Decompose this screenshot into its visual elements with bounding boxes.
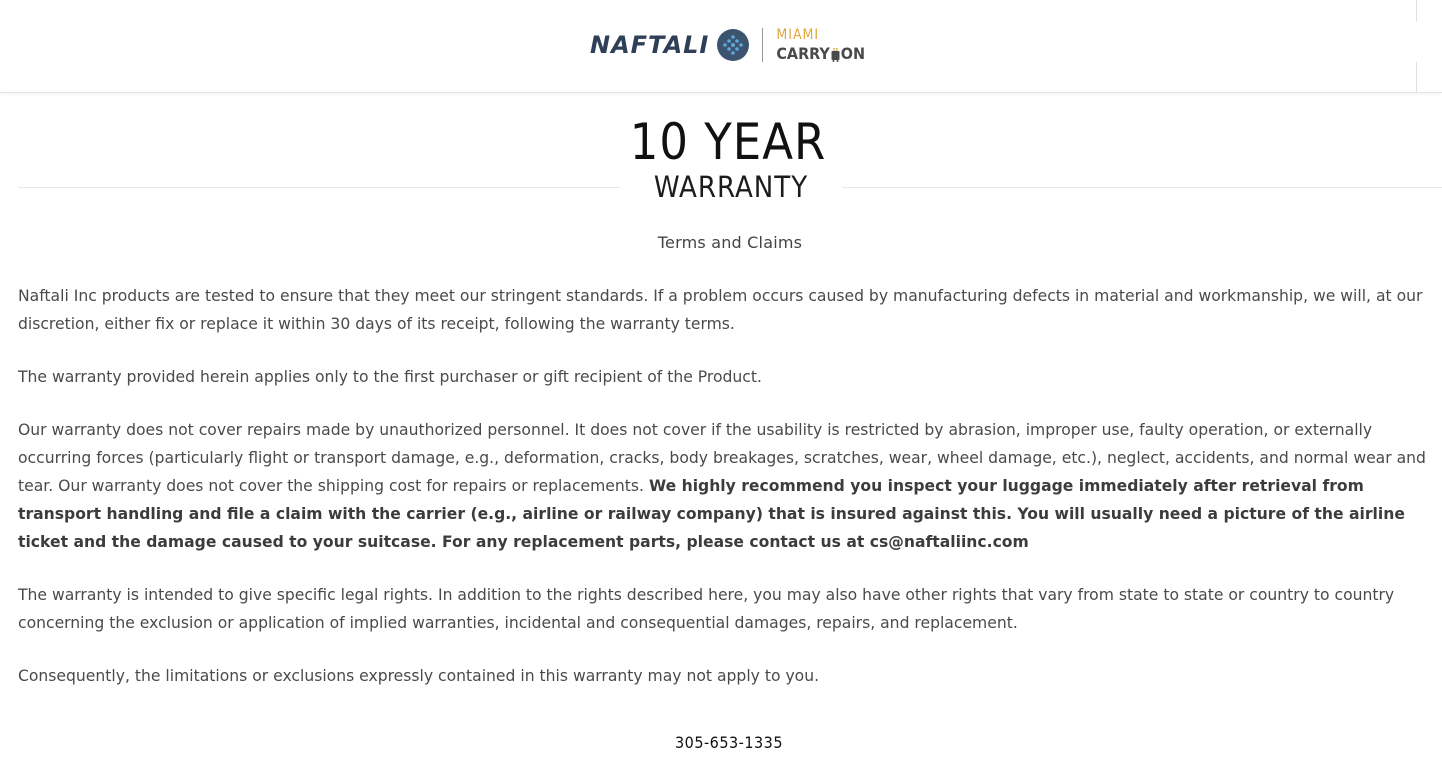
warranty-heading bbox=[0, 114, 1442, 204]
home-logo-link[interactable] bbox=[590, 26, 865, 64]
section-subtitle: Terms and Claims bbox=[657, 233, 803, 252]
paragraph: Consequently, the limitations or exclusions expressly contained in this warranty may not apply to you. bbox=[18, 667, 820, 685]
naftali-logo-mark-icon bbox=[717, 29, 749, 61]
paragraph-text: Our warranty does not cover repairs made by unauthorized personnel. It does not cover if the usability is restricted by abrasion, improper use, faulty operation, or externally occurring forces (particularly flight or transport damage, e.g., deformation, cracks, body breakages, scratches, wear, wheel damage, etc.), neglect, accidents, and normal wear and tear. Our warranty does not cover the shipping cost for repairs or replacements. bbox=[18, 421, 1426, 495]
logo-miami-text: MIAMI bbox=[776, 27, 820, 43]
site-header bbox=[0, 0, 1442, 93]
page-title-sub: WARRANTY bbox=[653, 170, 809, 204]
warranty-terms bbox=[18, 282, 1436, 715]
miami-carry-on-logo bbox=[776, 28, 865, 62]
logo-carry-on-text bbox=[776, 46, 865, 62]
header-divider bbox=[1416, 62, 1417, 92]
phone-number[interactable]: 305-653-1335 bbox=[675, 733, 783, 752]
paragraph: The warranty is intended to give specific legal rights. In addition to the rights described here, you may also have other rights that vary from state to state or country to country concerning the exclusion or application of implied warranties, incidental and consequential damages, repairs, and replacement. bbox=[18, 586, 1395, 632]
naftali-wordmark: NAFTALI bbox=[590, 31, 710, 59]
page-title: 10 YEAR bbox=[629, 113, 827, 171]
logo-divider bbox=[762, 28, 763, 62]
suitcase-icon bbox=[831, 48, 840, 60]
logo-carry-word: CARRY bbox=[776, 44, 830, 63]
paragraph: The warranty provided herein applies only to the first purchaser or gift recipient of the Product. bbox=[18, 368, 762, 386]
claim-recommendation-text: We highly recommend you inspect your luggage immediately after retrieval from transport handling and file a claim with the carrier (e.g., airline or railway company) that is insured against this. You will usually need a picture of the airline ticket and the damage caused to your suitcase. For any replacement parts, please contact us at cs@naftaliinc.com bbox=[18, 477, 1405, 551]
paragraph: Naftali Inc products are tested to ensure that they meet our stringent standards. If a problem occurs caused by manufacturing defects in material and workmanship, we will, at our discretion, either fix or replace it within 30 days of its receipt, following the warranty terms. bbox=[18, 287, 1423, 333]
logo-on-word: ON bbox=[840, 44, 866, 63]
header-divider bbox=[1416, 0, 1417, 22]
paragraph bbox=[18, 416, 1436, 556]
